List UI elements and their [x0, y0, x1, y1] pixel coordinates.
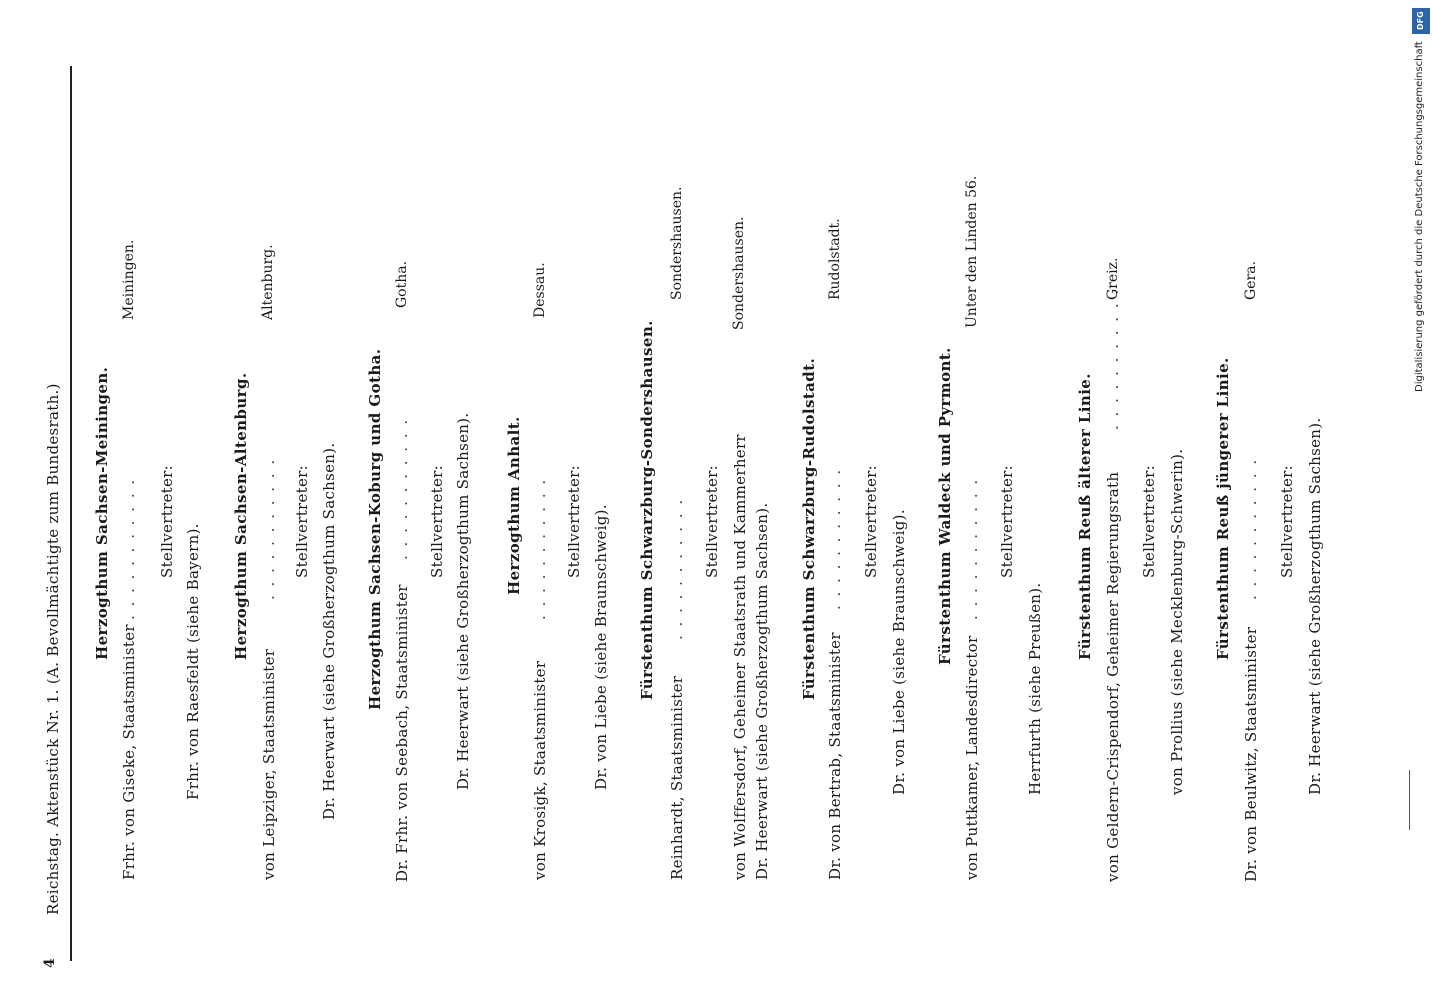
deputy-label: Stellvertreter:: [1140, 464, 1158, 578]
entry-text: Dr. von Liebe (siehe Braunschweig).: [890, 509, 908, 795]
entry-place: Sondershausen.: [669, 186, 685, 300]
deputy-label: Stellvertreter:: [428, 464, 446, 578]
dfg-logo: [1412, 8, 1430, 34]
section-heading: Fürstenthum Reuß älterer Linie.: [1076, 373, 1094, 660]
deputy-label: Stellvertreter:: [158, 464, 176, 578]
entry-text: Dr. von Liebe (siehe Braunschweig).: [592, 504, 610, 790]
leader-dots: . . . . . . . . . . .: [120, 477, 138, 620]
entry-text: von Geldern-Crispendorf, Geheimer Regierungsrath: [1104, 471, 1122, 882]
entry-place: Gotha.: [394, 260, 410, 308]
deputy-label: Stellvertreter:: [703, 464, 721, 578]
leader-dots: . . . . . . . . . . .: [1104, 287, 1122, 430]
leader-dots: . . . . . . . . . . .: [260, 457, 278, 600]
digitization-credit: Digitalisierung gefördert durch die Deutsche Forschungsgemeinschaft: [1414, 41, 1425, 392]
header-rule: [70, 66, 72, 961]
entry-text: Reinhardt, Staatsminister: [668, 675, 686, 880]
footer-rule: [1409, 770, 1410, 830]
deputy-label: Stellvertreter:: [293, 464, 311, 578]
entry-text: Dr. Frhr. von Seebach, Staatsminister: [393, 584, 411, 882]
entry-text: von Leipziger, Staatsminister: [260, 648, 278, 880]
entry-text: von Krosigk, Staatsminister: [531, 660, 549, 880]
deputy-label: Stellvertreter:: [565, 464, 583, 578]
deputy-label: Stellvertreter:: [862, 464, 880, 578]
section-heading: Fürstenthum Schwarzburg-Rudolstadt.: [800, 357, 818, 700]
entry-text: Dr. von Beulwitz, Staatsminister: [1242, 626, 1260, 882]
entry-place: Greiz.: [1105, 257, 1121, 300]
entry-place: Altenburg.: [260, 244, 276, 320]
leader-dots: . . . . . . . . . . .: [826, 467, 844, 610]
entry-text: Herrfurth (siehe Preußen).: [1026, 582, 1044, 795]
entry-place: Sondershausen.: [731, 216, 747, 330]
entry-text: Dr. Heerwart (siehe Großherzogthum Sachsen).: [753, 502, 771, 880]
entry-place: Dessau.: [532, 262, 548, 318]
entry-text: Frhr. von Raesfeldt (siehe Bayern).: [184, 523, 202, 800]
entry-text: Dr. Heerwart (siehe Großherzogthum Sachsen).: [454, 412, 472, 790]
deputy-label: Stellvertreter:: [998, 464, 1016, 578]
section-heading: Herzogthum Sachsen-Meiningen.: [93, 366, 111, 660]
section-heading: Fürstenthum Schwarzburg-Sondershausen.: [638, 320, 656, 700]
entry-text: Dr. Heerwart (siehe Großherzogthum Sachsen).: [1306, 417, 1324, 795]
entry-place: Rudolstadt.: [827, 218, 843, 300]
leader-dots: . . . . . . . . . . .: [668, 497, 686, 640]
section-heading: Herzogthum Sachsen-Koburg und Gotha.: [366, 348, 384, 710]
entry-place: Meiningen.: [121, 239, 137, 320]
page-number: 4: [42, 958, 58, 968]
entry-text: von Puttkamer, Landesdirector: [963, 635, 981, 880]
entry-text: von Wolffersdorf, Geheimer Staatsrath und Kammerherr: [731, 434, 749, 880]
entry-text: Frhr. von Giseke, Staatsminister: [120, 624, 138, 880]
deputy-label: Stellvertreter:: [1278, 464, 1296, 578]
leader-dots: . . . . . . . . . . .: [393, 417, 411, 560]
section-heading: Herzogthum Sachsen-Altenburg.: [232, 372, 250, 660]
running-title: Reichstag. Aktenstück Nr. 1. (A. Bevollmächtigte zum Bundesrath.): [44, 383, 62, 915]
leader-dots: . . . . . . . . . . .: [963, 477, 981, 620]
entry-text: von Prollius (siehe Mecklenburg-Schwerin).: [1168, 448, 1186, 795]
entry-place: Gera.: [1243, 261, 1259, 300]
section-heading: Herzogthum Anhalt.: [505, 416, 523, 595]
section-heading: Fürstenthum Reuß jüngerer Linie.: [1214, 357, 1232, 660]
leader-dots: . . . . . . . . . . .: [531, 477, 549, 620]
leader-dots: . . . . . . . . . . .: [1242, 457, 1260, 600]
dfg-logo-text: DFG: [1416, 11, 1425, 30]
entry-place: Unter den Linden 56.: [964, 175, 980, 328]
section-heading: Fürstenthum Waldeck und Pyrmont.: [936, 347, 954, 665]
entry-text: Dr. von Bertrab, Staatsminister: [826, 632, 844, 880]
entry-text: Dr. Heerwart (siehe Großherzogthum Sachsen).: [320, 442, 338, 820]
